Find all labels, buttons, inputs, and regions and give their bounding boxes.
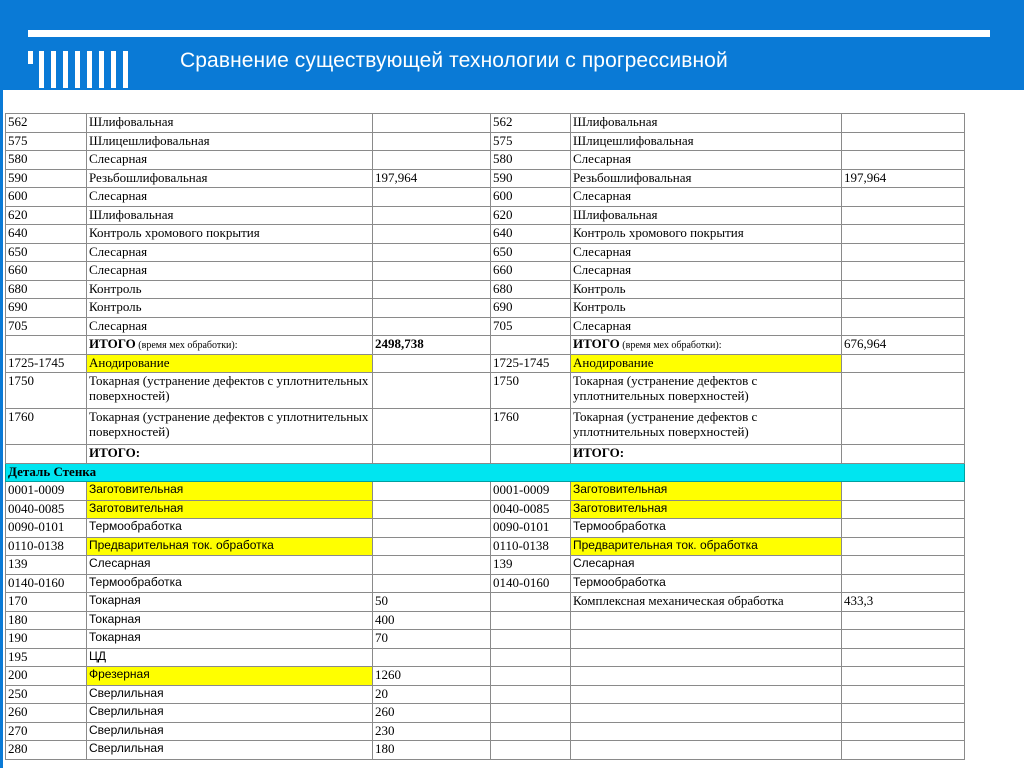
- table-row: [6, 151, 965, 170]
- op-name: Слесарная: [571, 262, 842, 281]
- op-time: [373, 114, 491, 133]
- op-number: 1760: [491, 409, 571, 445]
- op-number: 1750: [6, 373, 87, 409]
- op-name: Анодирование: [87, 354, 373, 373]
- op-name: Сверлильная: [87, 741, 373, 760]
- op-time: [842, 225, 965, 244]
- op-number: 1725-1745: [6, 354, 87, 373]
- op-name: Слесарная: [87, 317, 373, 336]
- op-number: 0110-0138: [6, 537, 87, 556]
- section-header: Деталь Стенка: [6, 463, 965, 482]
- op-time: [842, 354, 965, 373]
- op-name: Комплексная механическая обработка: [571, 593, 842, 612]
- op-number: [491, 648, 571, 667]
- op-number: 0090-0101: [491, 519, 571, 538]
- table-row: [6, 667, 965, 686]
- table-row: [6, 299, 965, 318]
- op-number: 1725-1745: [491, 354, 571, 373]
- op-name: Анодирование: [571, 354, 842, 373]
- op-time: [842, 299, 965, 318]
- op-name: Слесарная: [87, 262, 373, 281]
- op-name: Токарная (устранение дефектов с уплотнительных поверхностей): [87, 373, 373, 409]
- vertical-bars-icon: [28, 51, 138, 88]
- op-name: Слесарная: [87, 556, 373, 575]
- table-row: [6, 685, 965, 704]
- left-total-label: [87, 445, 373, 464]
- op-time: [842, 132, 965, 151]
- op-time: [373, 132, 491, 151]
- op-number: 170: [6, 593, 87, 612]
- table-row: [6, 262, 965, 281]
- table-row: [6, 519, 965, 538]
- op-time: [842, 556, 965, 575]
- table-row: [6, 648, 965, 667]
- op-time: [842, 519, 965, 538]
- op-time: 230: [373, 722, 491, 741]
- op-name: Токарная: [87, 630, 373, 649]
- op-time: 1260: [373, 667, 491, 686]
- op-number: 580: [491, 151, 571, 170]
- total-label: ИТОГО: [89, 336, 136, 351]
- op-time: [373, 574, 491, 593]
- op-time: 70: [373, 630, 491, 649]
- op-name: Предварительная ток. обработка: [571, 537, 842, 556]
- right-total-value: 676,964: [842, 336, 965, 355]
- op-name: Слесарная: [87, 243, 373, 262]
- op-name: Контроль хромового покрытия: [571, 225, 842, 244]
- table-row: [6, 206, 965, 225]
- comparison-table: [5, 113, 965, 760]
- total-note: (время мех обработки):: [135, 340, 238, 351]
- op-name: [571, 741, 842, 760]
- op-time: [373, 556, 491, 575]
- op-number: [491, 630, 571, 649]
- op-number: 680: [6, 280, 87, 299]
- op-time: [842, 630, 965, 649]
- op-name: Фрезерная: [87, 667, 373, 686]
- op-time: [373, 299, 491, 318]
- op-number: 260: [6, 704, 87, 723]
- op-number: 0040-0085: [491, 500, 571, 519]
- table-row: [6, 317, 965, 336]
- op-time: [842, 409, 965, 445]
- op-number: 575: [491, 132, 571, 151]
- op-number: 270: [6, 722, 87, 741]
- op-name: [571, 667, 842, 686]
- op-number: [491, 704, 571, 723]
- op-name: [571, 704, 842, 723]
- empty-cell: [842, 445, 965, 464]
- empty-cell: [491, 336, 571, 355]
- op-time: 400: [373, 611, 491, 630]
- right-total-label: [571, 336, 842, 355]
- op-time: [373, 317, 491, 336]
- table-row: [6, 722, 965, 741]
- op-number: 1750: [491, 373, 571, 409]
- left-total-label: [87, 336, 373, 355]
- op-time: [842, 188, 965, 207]
- op-name: Термообработка: [571, 574, 842, 593]
- op-number: 575: [6, 132, 87, 151]
- right-total-label: [571, 445, 842, 464]
- op-number: 0001-0009: [6, 482, 87, 501]
- op-time: [842, 317, 965, 336]
- op-number: 0040-0085: [6, 500, 87, 519]
- total-label: ИТОГО: [573, 336, 620, 351]
- op-number: 562: [491, 114, 571, 133]
- total-note: (время мех обработки):: [619, 340, 722, 351]
- table-row: [6, 463, 965, 482]
- op-time: [373, 500, 491, 519]
- table-row: [6, 373, 965, 409]
- table-row: [6, 556, 965, 575]
- op-time: [373, 188, 491, 207]
- op-number: [491, 685, 571, 704]
- op-time: 197,964: [373, 169, 491, 188]
- op-time: [842, 262, 965, 281]
- table-row: [6, 482, 965, 501]
- op-name: Шлицешлифовальная: [571, 132, 842, 151]
- op-number: [491, 611, 571, 630]
- op-time: 20: [373, 685, 491, 704]
- table-row: [6, 354, 965, 373]
- op-time: [373, 280, 491, 299]
- op-name: Шлифовальная: [87, 206, 373, 225]
- slide-title: Сравнение существующей технологии с прогрессивной: [180, 49, 728, 72]
- op-time: [373, 262, 491, 281]
- op-name: Слесарная: [571, 188, 842, 207]
- op-number: 590: [491, 169, 571, 188]
- op-number: [491, 722, 571, 741]
- op-number: 250: [6, 685, 87, 704]
- op-name: Резьбошлифовальная: [87, 169, 373, 188]
- op-time: [842, 704, 965, 723]
- op-name: Предварительная ток. обработка: [87, 537, 373, 556]
- op-time: [842, 206, 965, 225]
- op-name: [571, 722, 842, 741]
- op-time: [373, 373, 491, 409]
- op-number: 660: [491, 262, 571, 281]
- op-number: 640: [6, 225, 87, 244]
- table-row: [6, 336, 965, 355]
- table-row: [6, 114, 965, 133]
- op-number: 650: [6, 243, 87, 262]
- empty-cell: [6, 336, 87, 355]
- op-time: [373, 225, 491, 244]
- op-time: [842, 373, 965, 409]
- table-row: [6, 188, 965, 207]
- op-name: Сверлильная: [87, 722, 373, 741]
- op-name: [571, 630, 842, 649]
- left-total-value: 2498,738: [373, 336, 491, 355]
- op-name: Слесарная: [571, 151, 842, 170]
- op-time: [842, 685, 965, 704]
- op-name: Термообработка: [571, 519, 842, 538]
- op-number: 200: [6, 667, 87, 686]
- op-name: Шлифовальная: [87, 114, 373, 133]
- op-time: [842, 667, 965, 686]
- op-time: [373, 409, 491, 445]
- op-time: [842, 537, 965, 556]
- op-name: Токарная: [87, 611, 373, 630]
- op-number: 620: [491, 206, 571, 225]
- op-time: [842, 500, 965, 519]
- op-name: [571, 685, 842, 704]
- op-number: 640: [491, 225, 571, 244]
- table-row: [6, 409, 965, 445]
- op-number: 1760: [6, 409, 87, 445]
- op-name: Контроль: [571, 299, 842, 318]
- slide-header: [0, 0, 1024, 90]
- op-time: 433,3: [842, 593, 965, 612]
- op-name: Слесарная: [571, 243, 842, 262]
- left-border-line: [0, 90, 3, 768]
- op-number: 600: [6, 188, 87, 207]
- op-number: 620: [6, 206, 87, 225]
- op-name: Слесарная: [87, 151, 373, 170]
- table-row: [6, 704, 965, 723]
- op-time: [842, 280, 965, 299]
- op-time: [842, 482, 965, 501]
- op-time: [842, 648, 965, 667]
- op-time: [373, 243, 491, 262]
- op-time: [373, 648, 491, 667]
- op-name: Термообработка: [87, 519, 373, 538]
- op-number: 180: [6, 611, 87, 630]
- op-number: 562: [6, 114, 87, 133]
- op-name: Заготовительная: [571, 500, 842, 519]
- op-name: Термообработка: [87, 574, 373, 593]
- total-label: ИТОГО:: [89, 445, 141, 460]
- op-time: 50: [373, 593, 491, 612]
- op-name: Резьбошлифовальная: [571, 169, 842, 188]
- op-number: 0140-0160: [6, 574, 87, 593]
- table-row: [6, 225, 965, 244]
- total-label: ИТОГО:: [573, 445, 625, 460]
- op-number: [491, 593, 571, 612]
- table-row: [6, 132, 965, 151]
- op-time: [373, 537, 491, 556]
- op-number: 660: [6, 262, 87, 281]
- op-name: Слесарная: [571, 317, 842, 336]
- op-number: 139: [6, 556, 87, 575]
- op-name: Контроль: [87, 299, 373, 318]
- op-name: Заготовительная: [87, 482, 373, 501]
- op-time: [842, 611, 965, 630]
- header-top-line: [28, 30, 990, 37]
- table-row: [6, 741, 965, 760]
- table-row: [6, 500, 965, 519]
- table-row: [6, 243, 965, 262]
- op-time: 197,964: [842, 169, 965, 188]
- op-number: [491, 741, 571, 760]
- op-time: [373, 354, 491, 373]
- op-number: 590: [6, 169, 87, 188]
- op-number: 690: [6, 299, 87, 318]
- op-name: Заготовительная: [87, 500, 373, 519]
- op-time: [842, 151, 965, 170]
- op-name: ЦД: [87, 648, 373, 667]
- op-number: 690: [491, 299, 571, 318]
- op-name: Токарная (устранение дефектов с уплотнительных поверхностей): [87, 409, 373, 445]
- op-name: Контроль хромового покрытия: [87, 225, 373, 244]
- empty-cell: [491, 445, 571, 464]
- op-number: 0110-0138: [491, 537, 571, 556]
- table-row: [6, 280, 965, 299]
- op-number: 705: [6, 317, 87, 336]
- op-time: [842, 243, 965, 262]
- empty-cell: [373, 445, 491, 464]
- op-name: [571, 648, 842, 667]
- op-name: Слесарная: [571, 556, 842, 575]
- op-time: [373, 151, 491, 170]
- op-number: 650: [491, 243, 571, 262]
- op-name: Сверлильная: [87, 685, 373, 704]
- op-number: 195: [6, 648, 87, 667]
- op-name: Сверлильная: [87, 704, 373, 723]
- op-name: [571, 611, 842, 630]
- op-number: 280: [6, 741, 87, 760]
- table-row: [6, 537, 965, 556]
- op-number: 705: [491, 317, 571, 336]
- table-row: [6, 169, 965, 188]
- table-row: [6, 574, 965, 593]
- table-row: [6, 593, 965, 612]
- op-number: 0090-0101: [6, 519, 87, 538]
- op-time: [373, 519, 491, 538]
- op-name: Токарная: [87, 593, 373, 612]
- table-row: [6, 445, 965, 464]
- op-number: 139: [491, 556, 571, 575]
- op-time: [373, 206, 491, 225]
- empty-cell: [6, 445, 87, 464]
- op-name: Токарная (устранение дефектов с уплотнительных поверхностей): [571, 409, 842, 445]
- op-time: [842, 574, 965, 593]
- op-time: 260: [373, 704, 491, 723]
- op-time: 180: [373, 741, 491, 760]
- op-time: [842, 114, 965, 133]
- op-number: 190: [6, 630, 87, 649]
- op-name: Заготовительная: [571, 482, 842, 501]
- op-number: 580: [6, 151, 87, 170]
- table-row: [6, 630, 965, 649]
- op-name: Контроль: [571, 280, 842, 299]
- op-time: [842, 741, 965, 760]
- op-name: Контроль: [87, 280, 373, 299]
- op-name: Слесарная: [87, 188, 373, 207]
- op-number: [491, 667, 571, 686]
- op-number: 0001-0009: [491, 482, 571, 501]
- op-name: Шлифовальная: [571, 206, 842, 225]
- table-row: [6, 611, 965, 630]
- op-number: 0140-0160: [491, 574, 571, 593]
- op-time: [373, 482, 491, 501]
- op-name: Токарная (устранение дефектов с уплотнительных поверхностей): [571, 373, 842, 409]
- op-number: 600: [491, 188, 571, 207]
- op-name: Шлицешлифовальная: [87, 132, 373, 151]
- op-name: Шлифовальная: [571, 114, 842, 133]
- op-time: [842, 722, 965, 741]
- op-number: 680: [491, 280, 571, 299]
